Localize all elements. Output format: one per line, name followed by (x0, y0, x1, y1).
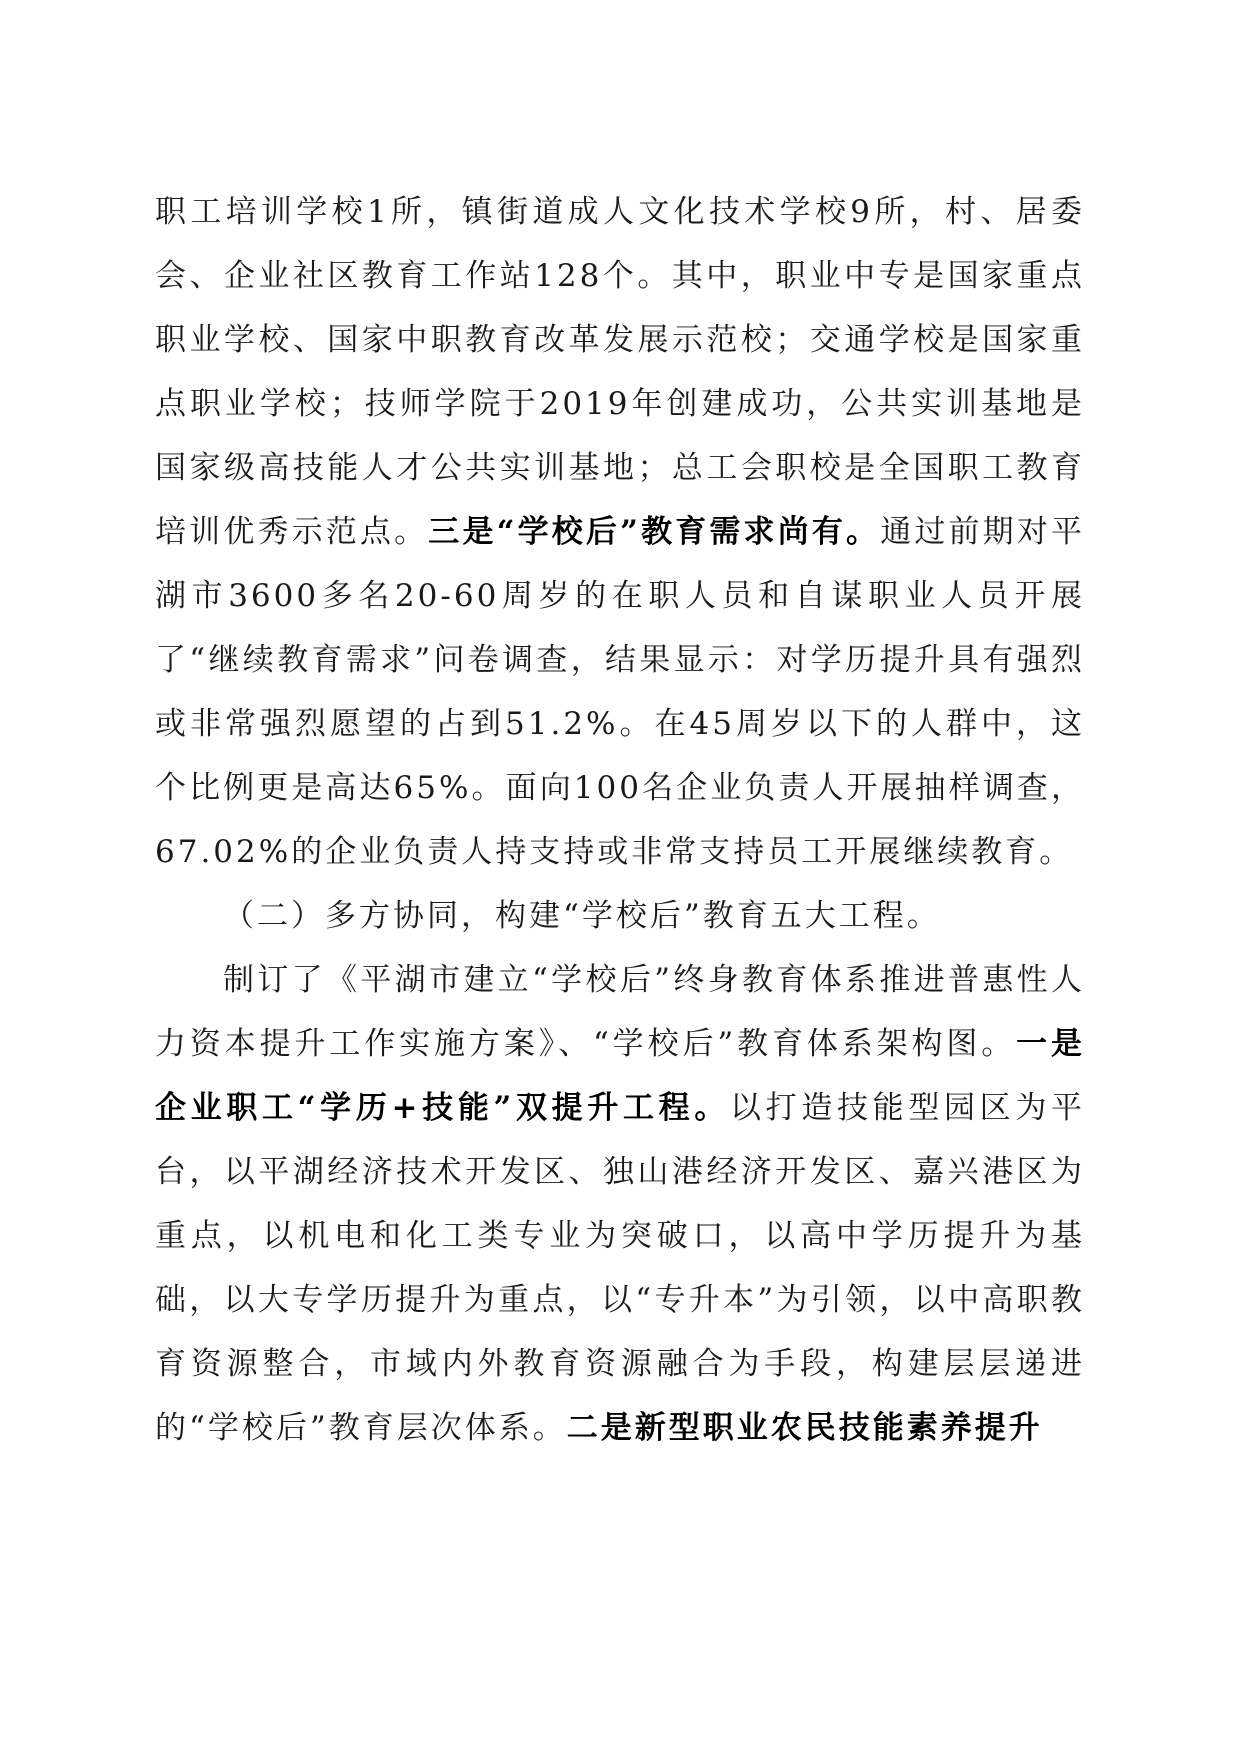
paragraph-text: 职工培训学校1所，镇街道成人文化技术学校9所，村、居委会、企业社区教育工作站128个。其中，职业中专是国家重点职业学校、国家中职教育改革发展示范校；交通学校是国家重点职业学校；技师学院于2019年创建成功，公共实训基地是国家级高技能人才公共实训基地；总工会职校是全国职工教育培训优秀示范点。 (155, 194, 1085, 550)
section-heading: （二）多方协同，构建“学校后”教育五大工程。 (223, 898, 941, 934)
bold-point-three: 三是“学校后”教育需求尚有。 (428, 514, 881, 550)
bold-point-two: 二是新型职业农民技能素养提升 (566, 1410, 1043, 1446)
paragraph-text: 通过前期对平湖市3600多名20-60周岁的在职人员和自谋职业人员开展了“继续教育需求”问卷调查，结果显示：对学历提升具有强烈或非常强烈愿望的占到51.2%。在45周岁以下的人群中，这个比例更是高达65%。面向100名企业负责人开展抽样调查，67.02%的企业负责人持支持或非常支持员工开展继续教育。 (155, 514, 1086, 870)
paragraph-text: 以打造技能型园区为平台，以平湖经济技术开发区、独山港经济开发区、嘉兴港区为重点，以机电和化工类专业为突破口，以高中学历提升为基础，以大专学历提升为重点，以“专升本”为引领，以中高职教育资源整合，市域内外教育资源融合为手段，构建层层递进的“学校后”教育层次体系。 (155, 1090, 1086, 1446)
bold-point-one: 一是企业职工“学历+技能”双提升工程。 (155, 1026, 1085, 1126)
paragraph-continuation (155, 180, 1085, 884)
paragraph-text: 制订了《平湖市建立“学校后”终身教育体系推进普惠性人力资本提升工作实施方案》、“学校后”教育体系架构图。 (155, 962, 1085, 1062)
document-body (155, 180, 1085, 1460)
paragraph-body (155, 948, 1085, 1460)
